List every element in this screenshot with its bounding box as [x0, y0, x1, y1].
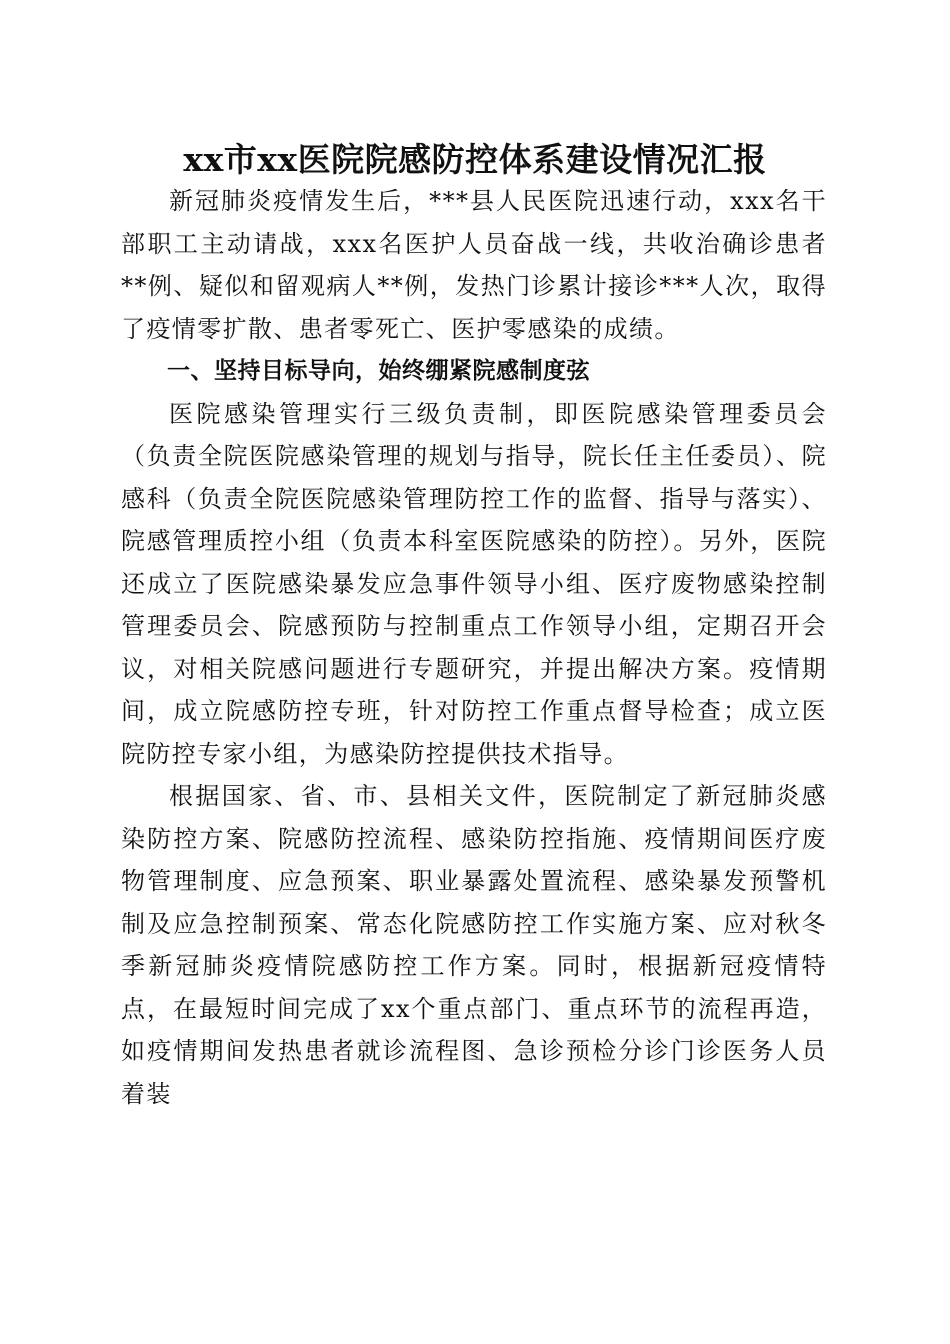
- paragraph-regulations: 根据国家、省、市、县相关文件，医院制定了新冠肺炎感染防控方案、院感防控流程、感染防控指施、疫情期间医疗废物管理制度、应急预案、职业暴露处置流程、感染暴发预警机制及应急控制预案、常态化院感防控工作实施方案、应对秋冬季新冠肺炎疫情院感防控工作方案。同时，根据新冠疫情特点，在最短时间完成了xx个重点部门、重点环节的流程再造，如疫情期间发热患者就诊流程图、急诊预检分诊门诊医务人员着装: [121, 782, 827, 1108]
- paragraph-intro: 新冠肺炎疫情发生后，***县人民医院迅速行动，xxx名干部职工主动请战，xxx名医护人员奋战一线，共收治确诊患者**例、疑似和留观病人**例，发热门诊累计接诊***人次，取得了疫情零扩散、患者零死亡、医护零感染的成绩。: [121, 187, 827, 343]
- paragraph-management-system: 医院感染管理实行三级负责制，即医院感染管理委员会（负责全院医院感染管理的规划与指导，院长任主任委员）、院感科（负责全院医院感染管理防控工作的监督、指导与落实）、院感管理质控小组（负责本科室医院感染的防控）。另外，医院还成立了医院感染暴发应急事件领导小组、医疗废物感染控制管理委员会、院感预防与控制重点工作领导小组，定期召开会议，对相关院感问题进行专题研究，并提出解决方案。疫情期间，成立院感防控专班，针对防控工作重点督导检查；成立医院防控专家小组，为感染防控提供技术指导。: [121, 399, 827, 768]
- section-heading-1: 一、坚持目标导向，始终绷紧院感制度弦: [167, 358, 590, 384]
- document-title: xx市xx医院院感防控体系建设情况汇报: [183, 140, 767, 179]
- document-body: [121, 180, 827, 1115]
